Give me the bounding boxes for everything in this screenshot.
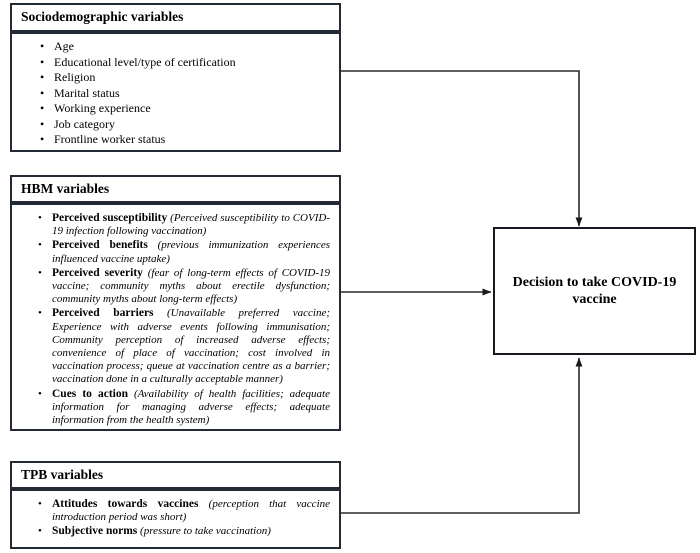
item-desc: (fear of long-term effects of COVID-19 vaccine; community myths about erectile dysfunction; community myths about long-term effects) (52, 266, 330, 306)
list-item: • Working experience (54, 101, 333, 117)
item-desc: (Availability of health facilities; adequate information for managing adverse effects; adequate information from the health system) (52, 387, 330, 427)
list-item: • Religion (54, 70, 333, 86)
list-item: • Marital status (54, 86, 333, 102)
list-item (52, 212, 330, 238)
list-item (52, 307, 330, 386)
list-item: • Age (54, 39, 333, 55)
hbm-variables-box (10, 175, 341, 431)
item-desc: (previous immunization experiences influenced vaccine uptake) (52, 239, 331, 265)
sociodemographic-list (12, 34, 339, 148)
item-term: Perceived barriers (52, 307, 154, 320)
decision-label: Decision to take COVID-19 vaccine (512, 274, 677, 307)
tpb-list (12, 491, 339, 539)
list-item (52, 498, 330, 524)
item-term: Perceived susceptibility (52, 212, 168, 224)
list-item (52, 267, 330, 307)
arrow-socio-to-decision (341, 71, 579, 226)
decision-outcome-box (493, 227, 696, 355)
tpb-box-body (10, 489, 341, 549)
item-desc: (perception that vaccine introduction period was short) (52, 498, 331, 524)
list-item (52, 388, 330, 428)
tpb-variables-box (10, 461, 341, 549)
tpb-box-title: TPB variables (10, 461, 341, 489)
hbm-list (12, 205, 339, 427)
item-term: Perceived benefits (52, 239, 148, 252)
list-item (52, 525, 330, 538)
item-term: Cues to action (52, 387, 129, 400)
hbm-box-title: HBM variables (10, 175, 341, 203)
list-item: • Educational level/type of certification (54, 55, 333, 71)
hbm-box-body (10, 203, 341, 431)
item-term: Perceived severity (52, 266, 143, 279)
item-desc: (pressure to take vaccination) (140, 525, 271, 538)
list-item (52, 239, 330, 265)
sociodemographic-box-title: Sociodemographic variables (10, 3, 341, 32)
list-item: • Job category (54, 117, 333, 133)
item-term: Attitudes towards vaccines (52, 498, 199, 510)
arrow-tpb-to-decision (341, 358, 579, 513)
item-term: Subjective norms (52, 525, 138, 538)
sociodemographic-variables-box (10, 3, 341, 152)
list-item: • Frontline worker status (54, 132, 333, 148)
sociodemographic-box-body (10, 32, 341, 152)
item-desc: (Perceived susceptibility to COVID-19 infection following vaccination) (52, 212, 330, 238)
item-desc: (Unavailable preferred vaccine; Experience with adverse events following immunisation; Community perception of increased adverse effects; convenience of place of vaccination; cost involved in vaccination process; queue at vaccination centre as a barrier; vaccination done in a culturally acceptable manner) (52, 307, 330, 386)
